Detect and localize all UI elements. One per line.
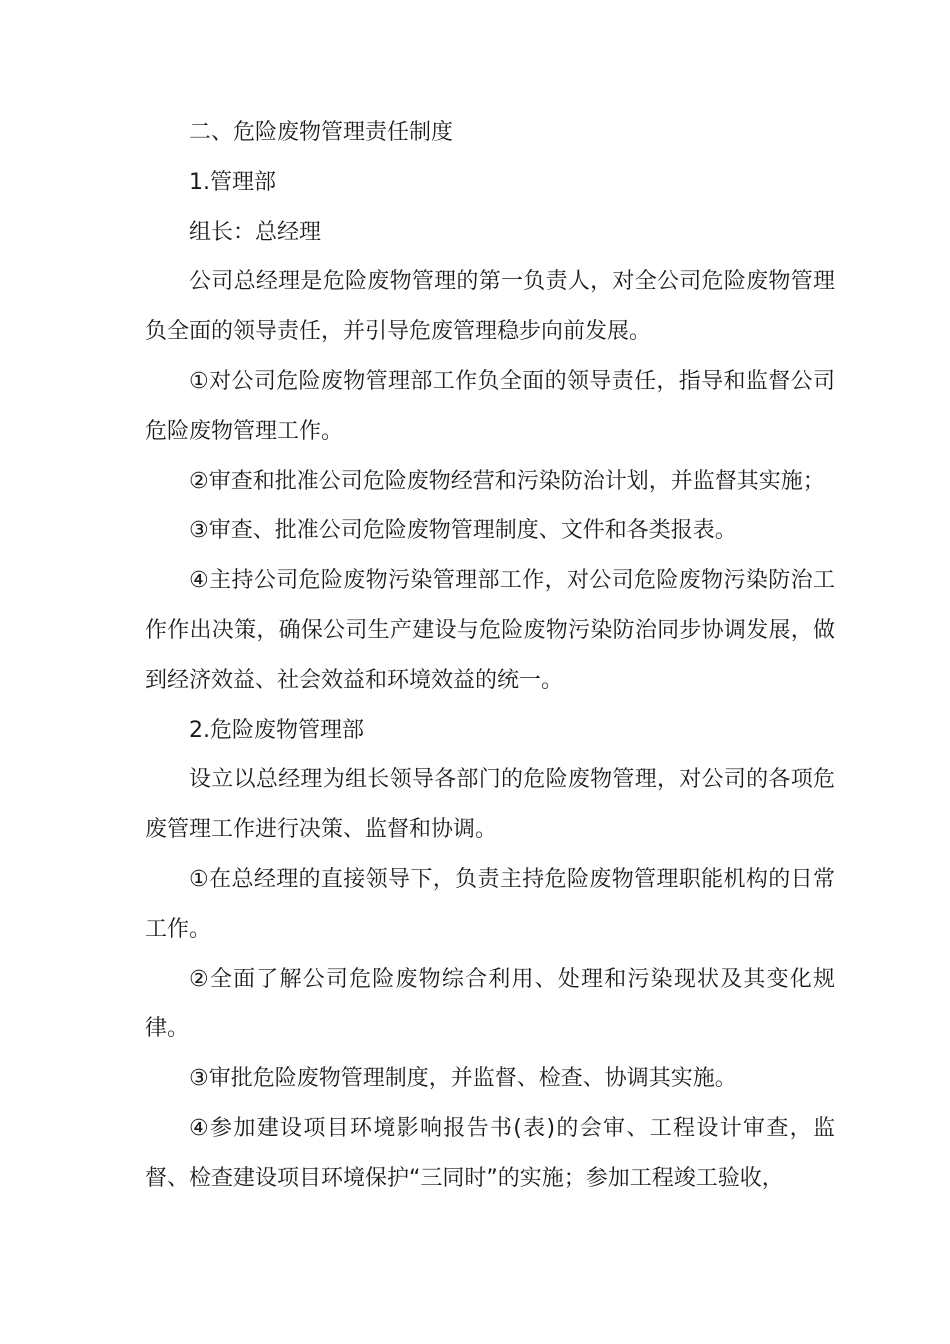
list-item: ①在总经理的直接领导下，负责主持危险废物管理职能机构的日常工作。 <box>145 866 835 942</box>
list-item: ②审查和批准公司危险废物经营和污染防治计划，并监督其实施； <box>189 468 825 494</box>
document-body <box>145 108 835 1204</box>
list-item: ②全面了解公司危险废物综合利用、处理和污染现状及其变化规律。 <box>145 966 835 1042</box>
section-title-management-dept: 1.管理部 <box>189 169 276 195</box>
section-heading: 二、危险废物管理责任制度 <box>189 120 454 145</box>
leader-line: 组长：总经理 <box>189 219 322 245</box>
list-item: ①对公司危险废物管理部工作负全面的领导责任，指导和监督公司危险废物管理工作。 <box>145 368 835 444</box>
list-item: ③审查、批准公司危险废物管理制度、文件和各类报表。 <box>189 518 737 544</box>
paragraph-gm-responsibility: 公司总经理是危险废物管理的第一负责人，对全公司危险废物管理负全面的领导责任，并引导危废管理稳步向前发展。 <box>145 269 835 345</box>
paragraph-dept-setup: 设立以总经理为组长领导各部门的危险废物管理，对公司的各项危废管理工作进行决策、监督和协调。 <box>145 767 835 843</box>
list-item: ④参加建设项目环境影响报告书(表)的会审、工程设计审查，监督、检查建设项目环境保护“三同时”的实施；参加工程竣工验收， <box>145 1115 836 1191</box>
list-item: ④主持公司危险废物污染管理部工作，对公司危险废物污染防治工作作出决策，确保公司生产建设与危险废物污染防治同步协调发展，做到经济效益、社会效益和环境效益的统一。 <box>145 568 835 693</box>
list-item: ③审批危险废物管理制度，并监督、检查、协调其实施。 <box>189 1066 737 1092</box>
section-title-hazardous-waste-dept: 2.危险废物管理部 <box>189 717 364 743</box>
